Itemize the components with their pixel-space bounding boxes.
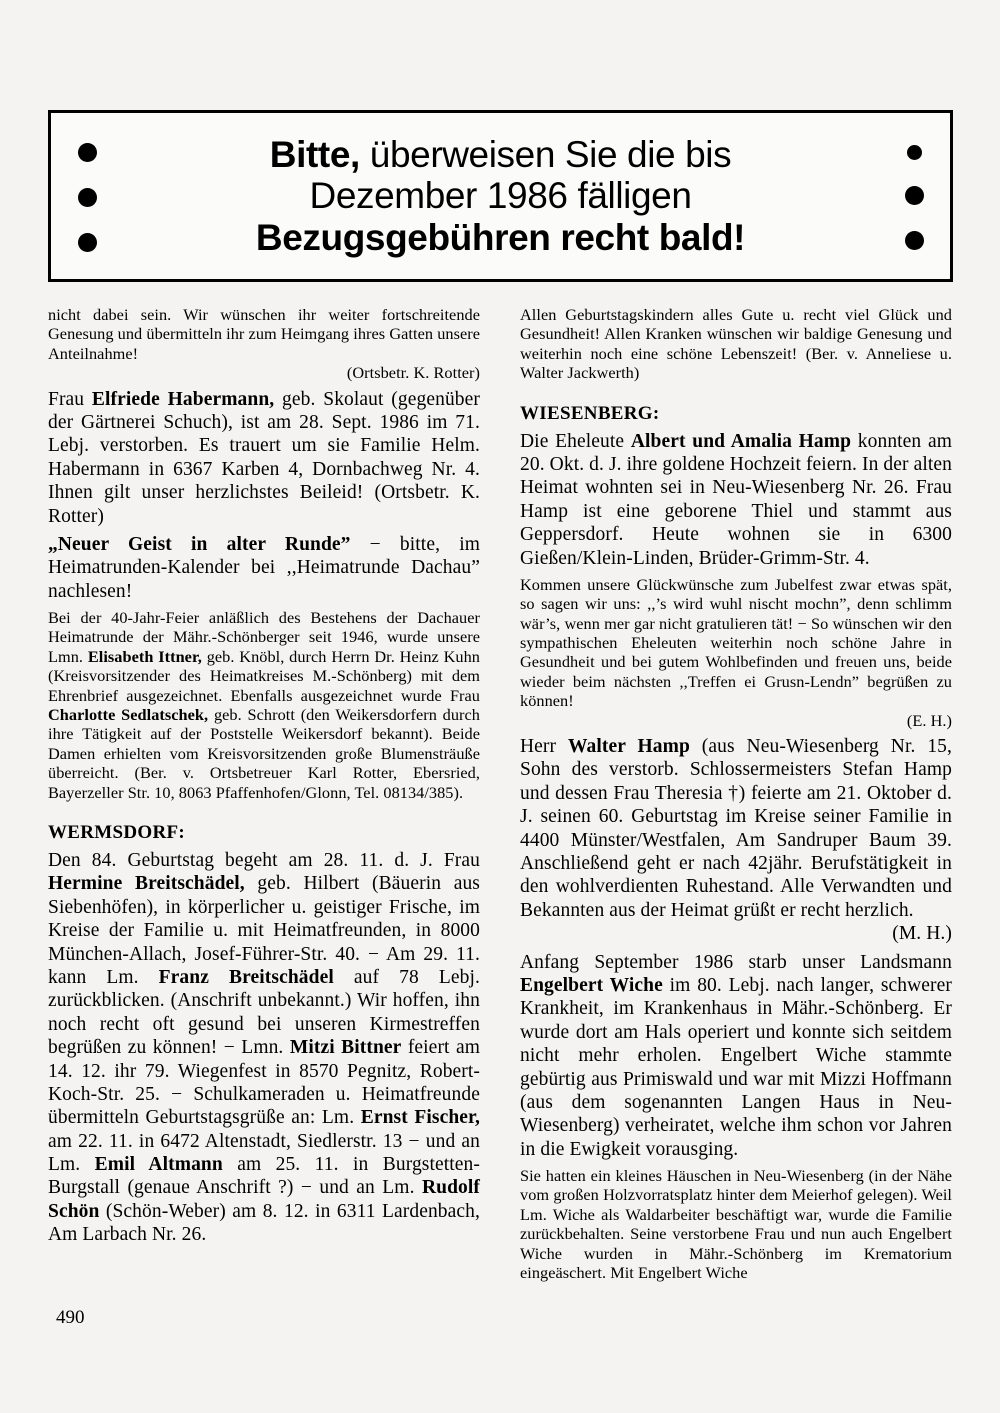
banner-dots-right	[878, 113, 950, 279]
person-name: Elisabeth Ittner,	[87, 646, 202, 666]
paragraph	[520, 951, 952, 1162]
article-columns	[48, 305, 953, 1282]
bullet-dot-icon	[905, 186, 924, 205]
paragraph	[48, 849, 480, 1247]
text-run: geb. Skolaut (gegenüber der Gärtnerei Schuch), ist am 28. Sept. 1986 im 71. Lebj. verstorben. Es trauert um sie Familie Helm. Habermann in 6367 Karben 4, Dornbachweg Nr. 4. Ihnen gilt unser herzlichstes Beileid! (Ortsbetr. K. Rotter)	[48, 388, 481, 527]
paragraph: Kommen unsere Glückwünsche zum Jubelfest zwar etwas spät, so sagen wir uns: ,,’s wird wuhl nischt mochn”, denn schlimm wär’s, wenn mer gar nicht gratulieren tät! − So wünschen wir den sympathischen Eheleuten weiterhin noch schöne Jahre in Gesundheit und bei gutem Wohlbefinden und freuen uns, beide wieder beim nächsten ,,Treffen ei Grusn-Lendn” begrüßen zu können!	[520, 574, 952, 711]
signature: (E. H.)	[906, 710, 952, 730]
text-run: feiert am 14. 12. ihr 79. Wiegenfest in 8570 Pegnitz, Robert-Koch-Str. 25. − Schulkameraden u. Heimatfreunde übermitteln Geburtstagsgrüße an: Lm.	[48, 1037, 480, 1129]
text-run: − bitte, im Heimatrunden-Kalender bei ,,Heimatrunde Dachau” nachlesen!	[48, 533, 480, 602]
text-run: im 80. Lebj. nach langer, schwerer Krankheit, im Krankenhaus in Mähr.-Schönberg. Er wurde dort am Hals operiert und konnte sich seitdem nicht mehr erholen. Engelbert Wiche stammte gebürtig aus Primiswald und war mit Mizzi Hoffmann (aus dem sogenannten Langen Haus in Neu-Wiesenberg) verheiratet, welche ihm schon vor Jahren in die Ewigkeit vorausging.	[520, 974, 952, 1160]
banner-text	[123, 113, 878, 279]
text-run: Bei der 40-Jahr-Feier anläßlich des Bestehens der Dachauer Heimatrunde der Mähr.-Schönberger seit 1946, wurde unsere Lmn.	[48, 608, 480, 666]
banner-dots-left	[51, 113, 123, 279]
person-name: Hermine Breitschädel,	[48, 873, 245, 895]
person-name: Mitzi Bittner	[289, 1037, 402, 1059]
signature: (Ortsbetr. K. Rotter)	[346, 363, 480, 383]
text-run: Frau	[48, 388, 92, 410]
signature: (M. H.)	[892, 923, 952, 945]
section-heading-wermsdorf: WERMSDORF:	[48, 821, 186, 843]
bullet-dot-icon	[78, 233, 97, 252]
person-name: Ernst Fischer,	[360, 1107, 480, 1129]
bullet-dot-icon	[907, 145, 922, 160]
page-number: 490	[56, 1307, 85, 1328]
person-name: Emil Altmann	[94, 1154, 223, 1176]
text-run: am 22. 11. in 6472 Altenstadt, Siedlerstr. 13 − und an Lm.	[48, 1130, 480, 1176]
person-name: Walter Hamp	[568, 736, 690, 758]
person-name: Rudolf Schön	[48, 1177, 480, 1222]
banner-line-1-strong: Bitte,	[269, 133, 360, 175]
text-run: Den 84. Geburtstag begeht am 28. 11. d. J. Frau	[48, 849, 480, 871]
paragraph	[48, 388, 480, 528]
article-title: „Neuer Geist in alter Runde”	[48, 533, 351, 555]
person-name: Albert und Amalia Hamp	[630, 430, 852, 452]
paragraph: nicht dabei sein. Wir wünschen ihr weiter fortschreitende Genesung und übermitteln ihr zum Heimgang ihres Gatten unsere Anteilnahme!	[48, 305, 480, 363]
text-run: geb. Knöbl, durch Herrn Dr. Heinz Kuhn (Kreisvorsitzender des Heimatkreises M.-Schönberg) mit dem Ehrenbrief ausgezeichnet. Ebenfalls ausgezeichnet wurde Frau	[48, 646, 480, 705]
text-run: (aus Neu-Wiesenberg Nr. 15, Sohn des verstorb. Schlossermeisters Stefan Hamp und dessen Frau Theresia †) feierte am 21. Oktober d. J. seinen 60. Geburtstag im Kreise seiner Familie in 4400 Münster/Westfalen, Am Sandruper Baum 39. Anschließend geht er nach 42jähr. Berufstätigkeit in den wohlverdienten Ruhestand. Alle Verwandten und Bekannten aus der Heimat grüßt er recht herzlich.	[520, 736, 952, 921]
text-run: am 25. 11. in Burgstetten-Burgstall (genaue Anschrift ?) − und an Lm.	[48, 1154, 480, 1199]
paragraph	[520, 735, 952, 922]
banner-line-2: Dezember 1986 fälligen	[309, 175, 692, 217]
text-run: auf 78 Lebj. zurückblicken. (Anschrift unbekannt.) Wir hoffen, ihn noch recht oft gesund bei unseren Kirmestreffen begrüßen zu können! − Lmn.	[48, 966, 481, 1059]
bullet-dot-icon	[78, 188, 97, 207]
text-run: konnten am 20. Okt. d. J. ihre goldene Hochzeit feiern. In der alten Heimat wohnten sei in Neu-Wiesenberg Nr. 26. Frau Hamp ist eine geborene Thiel und stammt aus Geppersdorf. Heute wohnen sie in 6300 Gießen/Klein-Linden, Brüder-Grimm-Str. 4.	[520, 430, 952, 569]
bullet-dot-icon	[78, 143, 97, 162]
paragraph	[520, 430, 952, 570]
notice-banner	[48, 110, 953, 282]
banner-line-3: Bezugsgebühren recht bald!	[255, 216, 746, 258]
bullet-dot-icon	[905, 231, 924, 250]
paragraph: Allen Geburtstagskindern alles Gute u. recht viel Glück und Gesundheit! Allen Kranken wünschen wir baldige Genesung und weiterhin noch eine schöne Lebenszeit! (Ber. v. Anneliese u. Walter Jackwerth)	[520, 305, 952, 383]
banner-line-1-rest: überweisen Sie die bis	[359, 133, 732, 175]
person-name: Engelbert Wiche	[520, 974, 663, 996]
left-column	[48, 305, 480, 1282]
paragraph	[48, 608, 480, 802]
text-run: geb. Hilbert (Bäuerin aus Siebenhöfen), in körperlicher u. geistiger Frische, im Kreise der Familie u. mit Heimatfreunden, in 8000 München-Allach, Josef-Führer-Str. 40. − Am 29. 11. kann Lm.	[48, 873, 480, 988]
text-run: Die Eheleute	[520, 430, 631, 452]
person-name: Elfriede Habermann,	[91, 388, 275, 410]
paragraph: Sie hatten ein kleines Häuschen in Neu-Wiesenberg (in der Nähe vom großen Holzvorratsplatz hinter dem Meierhof gelegen). Weil Lm. Wiche als Waldarbeiter beschäftigt war, wurde die Familie zurückbehalten. Seine verstorbene Frau und nun auch Engelbert Wiche wurden in Mähr.-Schönberg im Krematorium eingeäschert. Mit Engelbert Wiche	[520, 1166, 952, 1283]
person-name: Charlotte Sedlatschek,	[48, 705, 209, 725]
right-column	[520, 305, 952, 1282]
text-run: geb. Schrott (den Weikersdorfern durch ihre Tätigkeit auf der Poststelle Weikersdorf bekannt). Beide Damen erhielten vom Kreisvorsitzenden große Blumensträuße überreicht. (Ber. v. Ortsbetreuer Karl Rotter, Ebersried, Bayerzeller Str. 10, 8063 Pfaffenhofen/Glonn, Tel. 08134/385).	[48, 705, 480, 802]
text-run: Herr	[520, 736, 568, 758]
paragraph	[48, 533, 480, 603]
text-run: Anfang September 1986 starb unser Landsmann	[520, 951, 952, 973]
section-heading-wiesenberg: WIESENBERG:	[520, 402, 660, 424]
banner-line-1	[270, 134, 731, 175]
text-run: (Schön-Weber) am 8. 12. in 6311 Lardenbach, Am Larbach Nr. 26.	[48, 1200, 480, 1246]
person-name: Franz Breitschädel	[158, 966, 334, 988]
